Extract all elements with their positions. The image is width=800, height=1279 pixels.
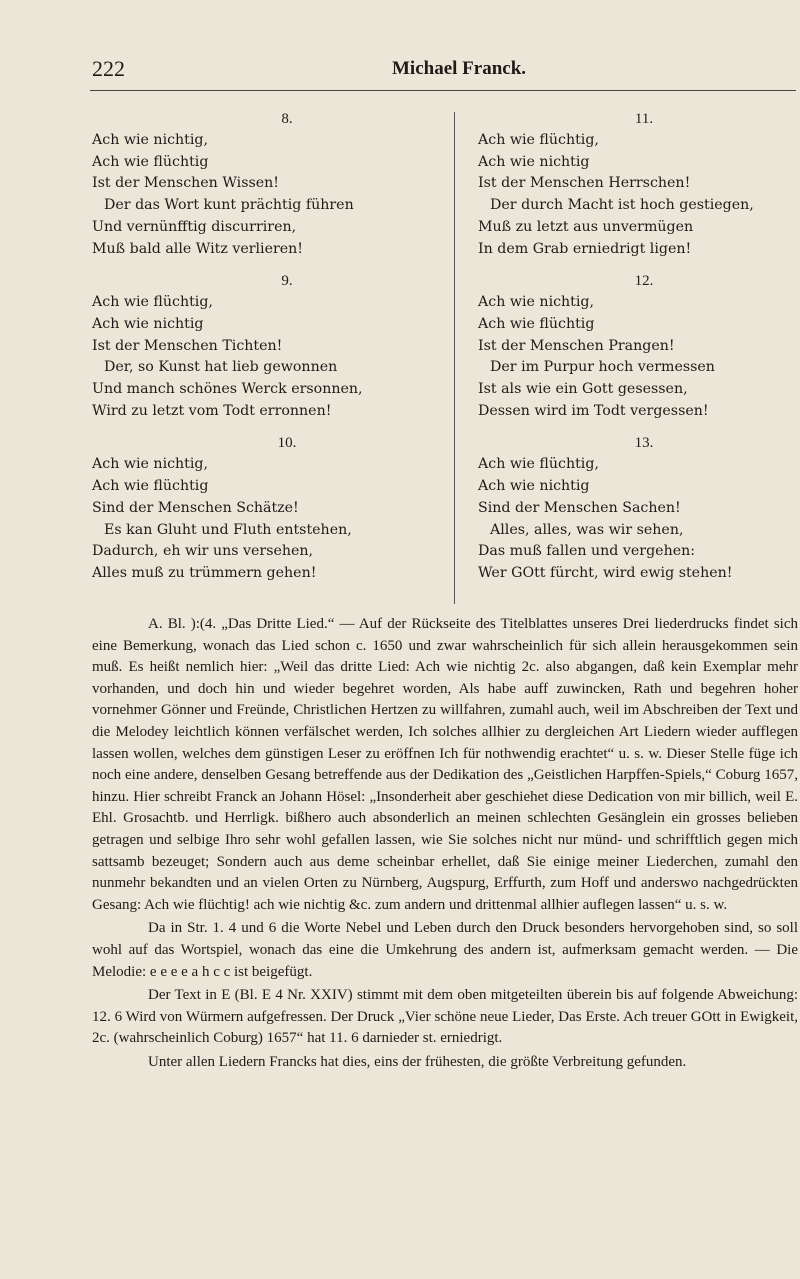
verse-line: Ach wie flüchtig, bbox=[478, 132, 599, 148]
verse-line: Ist der Menschen Prangen! bbox=[478, 337, 675, 354]
verse-line: Ach wie flüchtig bbox=[92, 153, 209, 170]
stanza-number: 12. bbox=[634, 273, 654, 290]
verse-line: Ist der Menschen Wissen! bbox=[92, 175, 280, 192]
verse-line: Das muß fallen und vergehen: bbox=[478, 543, 696, 560]
verse-line: Ist der Menschen Tichten! bbox=[92, 337, 283, 354]
verse-line: Sind der Menschen Sachen! bbox=[478, 499, 681, 516]
stanza-number: 9. bbox=[281, 273, 293, 290]
page-header bbox=[92, 56, 792, 86]
commentary-paragraph: Unter allen Liedern Francks hat dies, eins der frühesten, die größte Verbreitung gefunden. bbox=[148, 1053, 687, 1070]
verse-line: Und vernünfftig discurriren, bbox=[92, 218, 297, 235]
verse-line: Ist der Menschen Herrschen! bbox=[478, 175, 691, 192]
verse-line: Wird zu letzt vom Todt erronnen! bbox=[92, 402, 332, 419]
verse-line: Ach wie flüchtig, bbox=[478, 456, 599, 473]
verse-line: Es kan Gluht und Fluth entstehen, bbox=[104, 521, 352, 538]
stanza bbox=[92, 270, 442, 422]
verse-line: Sind der Menschen Schätze! bbox=[92, 499, 299, 516]
verse-line: Der im Purpur hoch vermessen bbox=[490, 359, 715, 376]
verse-line: Ach wie nichtig bbox=[478, 478, 590, 495]
commentary-paragraph: Da in Str. 1. 4 und 6 die Worte Nebel und Leben durch den Druck besonders hervorgehoben sind, so soll wohl auf das Wortspiel, wonach das eine die Umkehrung des andern ist, aufmerksam gemacht werden. — Die Melodie: e e e e a h c c ist beigefügt. bbox=[92, 920, 798, 980]
right-column bbox=[478, 108, 800, 595]
verse-line: Und manch schönes Werck ersonnen, bbox=[92, 381, 363, 398]
stanza bbox=[478, 108, 800, 260]
verse-line: Der, so Kunst hat lieb gewonnen bbox=[104, 359, 338, 376]
verse-line: Ach wie nichtig bbox=[478, 153, 590, 170]
verse-line: Ach wie flüchtig bbox=[478, 315, 595, 332]
stanza bbox=[92, 108, 442, 260]
stanza bbox=[478, 432, 800, 584]
verse-line: Dadurch, eh wir uns versehen, bbox=[92, 543, 314, 560]
left-column bbox=[92, 108, 442, 595]
commentary bbox=[92, 614, 798, 1075]
verse-line: In dem Grab erniedrigt ligen! bbox=[478, 240, 692, 257]
stanza bbox=[478, 270, 800, 422]
verse-line: Ach wie flüchtig bbox=[92, 478, 209, 495]
page-number: 222 bbox=[92, 56, 125, 81]
commentary-paragraph: A. Bl. ):(4. „Das Dritte Lied.“ — Auf der Rückseite des Titelblattes unseres Drei liederdrucks findet sich eine Bemerkung, wonach das Lied schon c. 1650 und zwar wahrscheinlich für sich allein herausgekommen sein muß. Es heißt nemlich hier: „Weil das dritte Lied: Ach wie nichtig 2c. also abgangen, daß kein Exemplar mehr vorhanden, und doch hin und wieder begehret worden, Als habe auff zuwincken, Rath und begehren hoher vornehmer Gönner und Freünde, Christlichen Hertzen zu willfahren, zumahl auch, weil im Abschreiben der Text und die Melodey leichtlich können verfälschet werden, Ich solches allhier zu dergleichen Art Liedern wieder aufflegen lassen wollen, welches dem günstigen Leser zu eröffnen Ich für nothwendig erachtet“ u. s. w. Dieser Stelle füge ich noch eine andere, denselben Gesang betreffende aus der Dedikation des „Geistlichen Harpffen-Spiels,“ Coburg 1657, hinzu. Hier schreibt Franck an Johann Hösel: „Insonderheit aber geschiehet diese Dedication von mir billich, weil E. Ehl. Grosachtb. und Herrligk. bißhero auch absonderlich an meinen schlechten Gesänglein ein grosses belieben getragen und selbige Ihro sehr wohl gefallen lassen, wie Sie solches nicht nur münd- und schrifftlich gegen mich sattsamb bezeuget; Sondern auch aus deme scheinbar erhellet, daß Sie einige meiner Liederchen, zumahl den nunmehr bekandten und an vielen Orten zu Nürnberg, Augspurg, Erffurth, zum Hoff und anderswo nachgedrückten Gesang: Ach wie flüchtig! ach wie nichtig &c. zum andern und drittenmal allhier auflegen lassen“ u. s. w. bbox=[92, 616, 798, 913]
header-rule bbox=[90, 90, 796, 91]
verse-line: Ach wie flüchtig, bbox=[92, 294, 213, 311]
verse-line: Der durch Macht ist hoch gestiegen, bbox=[490, 197, 754, 214]
commentary-paragraph: Der Text in E (Bl. E 4 Nr. XXIV) stimmt mit dem oben mitgeteilten überein bis auf folgende Abweichung: 12. 6 Wird von Würmern aufgefressen. Der Druck „Vier schöne neue Lieder, Das Erste. Ach treuer GOtt in Ewigkeit, 2c. (wahrscheinlich Coburg) 1657“ hat 11. 6 darnieder st. erniedrigt. bbox=[92, 987, 798, 1047]
stanza-number: 10. bbox=[277, 435, 297, 452]
verse-line: Wer GOtt fürcht, wird ewig stehen! bbox=[478, 564, 733, 581]
stanza-number: 11. bbox=[634, 111, 654, 127]
stanza-number: 8. bbox=[281, 111, 293, 127]
verse-line: Muß bald alle Witz verlieren! bbox=[92, 240, 303, 257]
verse-line: Ach wie nichtig bbox=[92, 315, 204, 332]
verse-line: Ach wie nichtig, bbox=[478, 294, 595, 311]
verse-line: Ach wie nichtig, bbox=[92, 456, 209, 473]
stanza bbox=[92, 432, 442, 584]
verse-line: Ach wie nichtig, bbox=[92, 132, 209, 148]
verse-line: Alles, alles, was wir sehen, bbox=[490, 521, 684, 538]
verse-line: Muß zu letzt aus unvermügen bbox=[478, 218, 694, 235]
verse-line: Ist als wie ein Gott gesessen, bbox=[478, 381, 688, 398]
running-title: Michael Franck. bbox=[392, 58, 527, 79]
verse-line: Der das Wort kunt prächtig führen bbox=[104, 197, 354, 214]
column-divider bbox=[454, 112, 455, 604]
verse-line: Alles muß zu trümmern gehen! bbox=[92, 564, 317, 581]
stanza-number: 13. bbox=[634, 435, 654, 452]
verse-line: Dessen wird im Todt vergessen! bbox=[478, 402, 709, 419]
